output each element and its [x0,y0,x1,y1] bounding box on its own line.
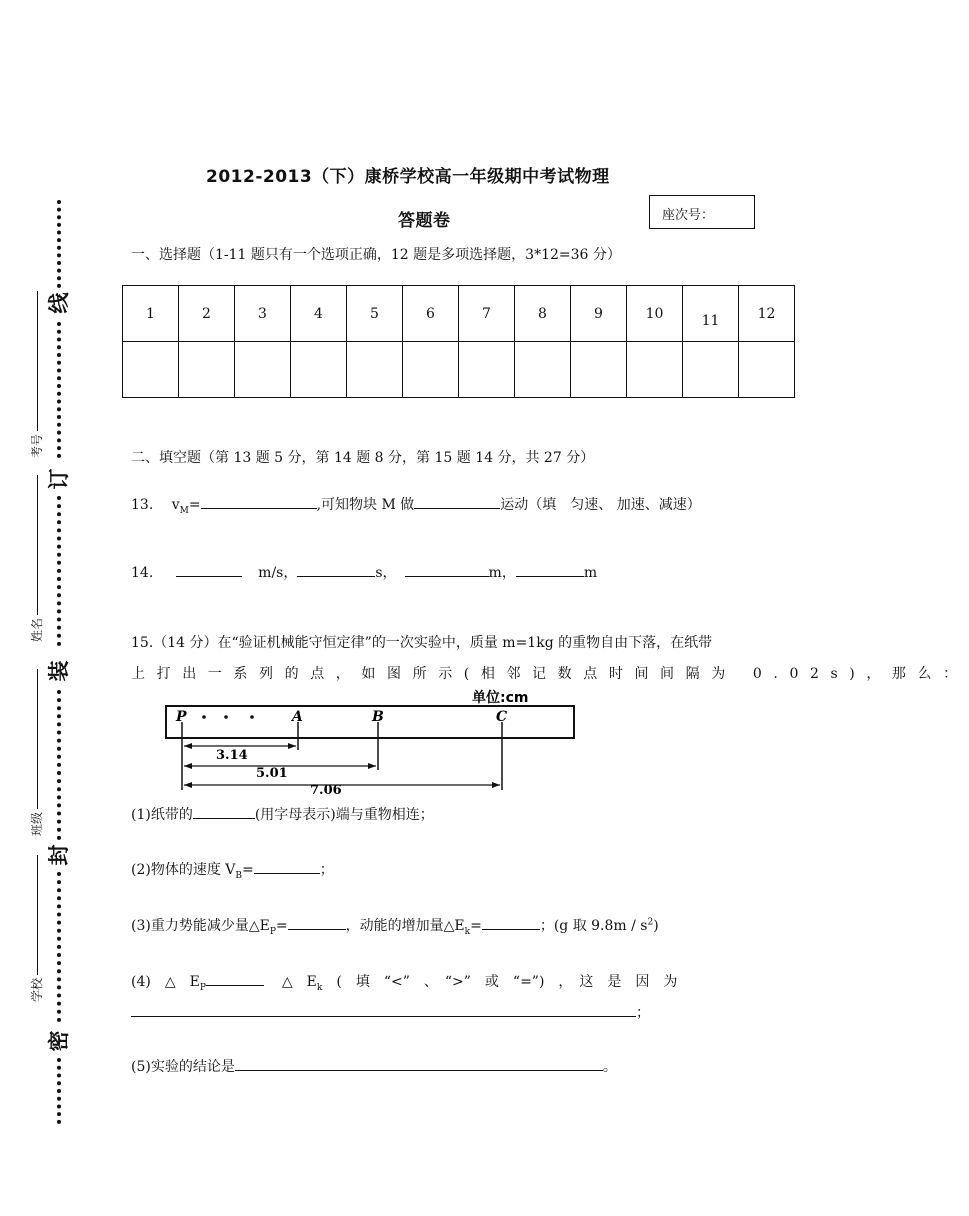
tape-point-b: B [372,709,384,725]
answer-cell[interactable] [179,342,235,398]
q14-number: 14. [131,565,154,581]
q15-p1-post: (用字母表示)端与重物相连； [254,807,434,823]
q15-p2-blank[interactable] [254,859,320,874]
q14-blank-3[interactable] [405,562,489,577]
q15-p5-end: 。 [602,1059,617,1075]
question-number-cell: 3 [235,286,291,342]
q13-number: 13. [131,497,154,513]
q13-var-sub: M [179,505,189,516]
q15-part5 [131,1056,617,1076]
q15-line2: 上打出一系列的点，如图所示(相邻记数点时间间隔为 0.02s)，那么： [131,666,969,682]
school-field [28,855,45,1002]
distance-pa: 3.14 [216,748,248,763]
q15-p4-sub1: P [199,982,206,993]
answer-table-header-row [123,286,795,342]
q15-p3-eq2: = [470,918,482,934]
answer-cell[interactable] [571,342,627,398]
question-number-cell: 8 [515,286,571,342]
q15-p1-pre: (1)纸带的 [131,807,193,823]
q15-p3-sub1: P [269,926,276,937]
tape-unit-label: 单位:cm [472,690,529,706]
name-field [28,475,45,642]
question-number-cell: 2 [179,286,235,342]
section2-heading: 二、填空题（第 13 题 5 分，第 14 题 8 分，第 15 题 14 分，共 27 分） [131,450,595,466]
q15-p2-eq: = [242,862,254,878]
class-label: 班级 [30,811,44,836]
q15-p3-close: ) [653,918,659,934]
q15-p3-pre: (3)重力势能减少量△E [131,918,270,934]
q14-unit-4: m [583,565,598,581]
q15-part4 [131,971,677,993]
answer-cell[interactable] [515,342,571,398]
answer-cell[interactable] [683,342,739,398]
question-number-cell: 5 [347,286,403,342]
q15-p5-blank[interactable] [235,1056,603,1071]
answer-table [122,285,795,398]
answer-cell[interactable] [739,342,795,398]
q15-p3-sub2: k [464,926,471,937]
dotted-line [57,1058,61,1124]
q13-blank-motion[interactable] [414,494,500,509]
school-blank[interactable] [37,855,38,975]
distance-pb: 5.01 [256,766,288,781]
q13-var: v [171,497,180,513]
tape-dot [202,715,206,719]
answer-cell[interactable] [459,342,515,398]
question-number-cell: 7 [459,286,515,342]
q15-p3-sup: 2 [647,917,654,928]
q14-line [131,562,597,582]
answer-table-input-row [123,342,795,398]
q15-p2-sub: B [235,870,243,881]
seat-number-box[interactable] [649,195,755,229]
q15-part2 [131,859,334,881]
q15-p3-mid: ，动能的增加量△E [345,918,465,934]
q15-p4-end: ； [636,1005,650,1021]
dotted-line [57,496,61,646]
q15-p2-pre: (2)物体的速度 V [131,862,236,878]
q15-part4-reason [131,1002,650,1022]
question-number-cell: 1 [123,286,179,342]
q15-line1: 15.（14 分）在“验证机械能守恒定律”的一次实验中，质量 m=1kg 的重物自由下落，在纸带 [131,635,713,651]
q13-mid: ,可知物块 M 做 [316,497,415,513]
answer-cell[interactable] [403,342,459,398]
q15-p5-pre: (5)实验的结论是 [131,1059,235,1075]
q15-p3-end: ；(g 取 9.8m / s [539,918,648,934]
question-number-cell: 11 [683,286,739,342]
q15-p2-end: ； [319,862,334,878]
question-number-cell: 4 [291,286,347,342]
q15-p4-a: (4) △ E [131,974,200,990]
q15-p3-blank-ek[interactable] [482,915,540,930]
q14-unit-1: m/s， [258,565,298,581]
section1-heading: 一、选择题（1-11 题只有一个选项正确，12 题是多项选择题，3*12=36 分） [131,247,621,263]
answer-cell[interactable] [291,342,347,398]
question-number-cell: 9 [571,286,627,342]
class-field [28,669,45,836]
question-number-cell: 6 [403,286,459,342]
tape-figure [160,684,580,798]
dotted-line [57,200,61,288]
q15-part3 [131,915,659,937]
q15-p4-blank-reason[interactable] [131,1002,636,1017]
q15-p1-blank[interactable] [193,804,255,819]
binding-char-zhuang: 装 [47,660,71,682]
exam-number-blank[interactable] [37,291,38,431]
question-number-cell: 10 [627,286,683,342]
answer-cell[interactable] [235,342,291,398]
exam-number-field [28,291,45,458]
q15-p4-c: ( 填 “<” 、 “>” 或 “=”) ， 这 是 因 为 [336,974,678,990]
class-blank[interactable] [37,669,38,809]
dotted-line [57,872,61,1022]
q13-blank-velocity[interactable] [201,494,317,509]
dotted-line [57,690,61,840]
paper-tape [166,706,574,738]
q15-p4-sub2: k [316,982,323,993]
q15-p4-blank-compare[interactable] [206,971,264,986]
name-label: 姓名 [30,617,44,642]
binding-char-feng: 封 [47,844,71,866]
q13-eq: = [188,497,201,513]
exam-number-label: 考号 [30,433,44,458]
binding-char-ding: 订 [47,468,71,490]
q14-unit-2: s， [375,565,397,581]
tape-dot [224,715,228,719]
binding-char-xian: 线 [47,292,71,314]
q15-p3-eq1: = [275,918,288,934]
tape-point-c: C [496,709,508,725]
q15-p3-blank-ep[interactable] [288,915,346,930]
q15-part1 [131,804,434,824]
dotted-line [57,322,61,458]
q13-line [131,494,701,516]
tape-point-a: A [292,709,303,725]
page-title: 2012-2013（下）康桥学校高一年级期中考试物理 [206,167,610,187]
answer-cell[interactable] [123,342,179,398]
q14-unit-3: m， [488,565,516,581]
q15-p4-b: △ E [281,974,317,990]
answer-cell[interactable] [627,342,683,398]
seat-number-label: 座次号： [662,208,715,223]
binding-char-mi: 密 [47,1030,71,1052]
page-subtitle: 答题卷 [398,211,451,231]
q14-blank-1[interactable] [176,562,242,577]
q13-tail: 运动（填 匀速、 加速、减速） [500,497,701,513]
question-number-cell: 12 [739,286,795,342]
school-label: 学校 [30,977,44,1002]
distance-pc: 7.06 [310,783,342,798]
q14-blank-2[interactable] [297,562,375,577]
tape-dot [250,715,254,719]
tape-point-p: P [176,709,187,725]
q14-blank-4[interactable] [516,562,584,577]
name-blank[interactable] [37,475,38,615]
answer-cell[interactable] [347,342,403,398]
